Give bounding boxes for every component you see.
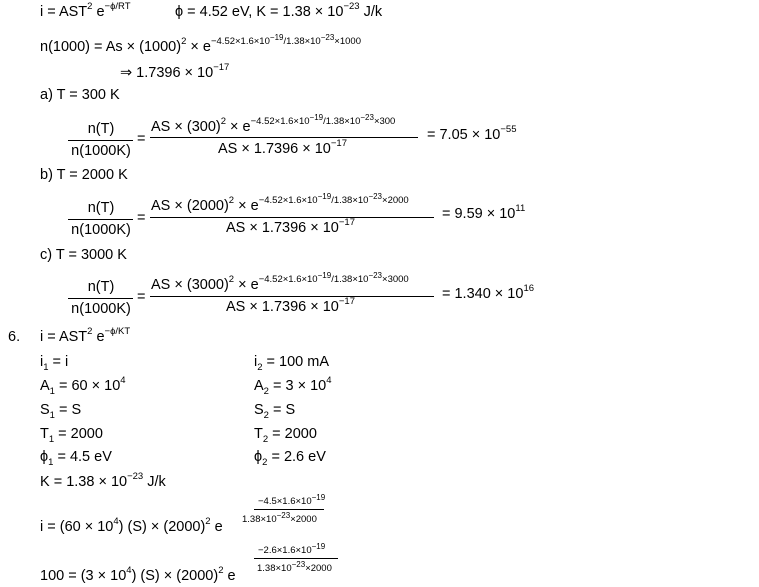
formula-text: e — [92, 329, 105, 345]
exp-part: −23 — [320, 33, 335, 42]
num-part: AS × (3000) — [151, 277, 229, 293]
exp-part: −23 — [291, 560, 306, 569]
exponent-group — [258, 271, 409, 285]
var-T2 — [254, 426, 317, 445]
subscript: 1 — [48, 457, 54, 468]
var-text: ϕ — [254, 449, 263, 465]
eq-text: i = (60 × 10 — [40, 519, 114, 535]
exponent: −17 — [213, 62, 230, 73]
var-text: J/k — [143, 474, 166, 490]
exponent: 4 — [126, 565, 132, 576]
fraction-bar — [68, 219, 133, 220]
expr-denominator — [226, 217, 355, 236]
exponent: 2 — [220, 116, 227, 127]
var-text: A — [40, 378, 50, 394]
formula-text: i = AST — [40, 4, 88, 20]
var-text: = 2.6 eV — [267, 449, 326, 465]
fraction-bar — [68, 140, 133, 141]
exponent: 2 — [87, 326, 93, 337]
ratio-numerator: n(T) — [87, 279, 115, 295]
exponent: −17 — [330, 138, 347, 149]
num-part: × e — [226, 119, 251, 135]
subscript: 2 — [257, 362, 263, 373]
exp-part: /1.38×10 — [331, 274, 369, 285]
exponent: −55 — [500, 124, 517, 135]
var-text: T — [40, 426, 49, 442]
result-text: ⇒ 1.7396 × 10 — [120, 65, 214, 81]
fraction-bar — [254, 558, 338, 559]
num-part: × e — [234, 277, 259, 293]
var-i1 — [40, 354, 69, 373]
num-part: AS × (2000) — [151, 198, 229, 214]
formula-text: i = AST — [40, 329, 88, 345]
part-a-label: a) T = 300 K — [40, 87, 120, 103]
exponent: −23 — [127, 471, 144, 482]
exp-part: −19 — [269, 33, 284, 42]
var-text: T — [254, 426, 263, 442]
var-A2 — [254, 375, 332, 397]
exponent: 2 — [228, 195, 235, 206]
question-formula — [40, 326, 131, 345]
equation-1 — [40, 516, 223, 535]
equation-2 — [40, 565, 236, 584]
exp-part: −2.6×1.6×10 — [258, 545, 312, 556]
fraction-bar — [254, 509, 324, 510]
formula-text: e — [92, 4, 105, 20]
var-text: = i — [48, 354, 69, 370]
exponent-denominator — [257, 560, 332, 574]
subscript: 2 — [263, 386, 269, 397]
exp-part: ×3000 — [382, 274, 409, 285]
result-text: = 7.05 × 10 — [427, 127, 501, 143]
subscript: 1 — [49, 410, 55, 421]
var-text: = S — [54, 402, 82, 418]
exponent: −23 — [343, 1, 360, 12]
eq-text: e — [223, 568, 236, 584]
part-c-result — [442, 283, 535, 302]
num-part: AS × (300) — [151, 119, 221, 135]
exponent: 4 — [113, 516, 119, 527]
var-text: K = 1.38 × 10 — [40, 474, 128, 490]
var-text: i — [40, 354, 44, 370]
expr-numerator — [151, 113, 396, 135]
result-text: = 1.340 × 10 — [442, 286, 524, 302]
unit-text: J/k — [359, 4, 383, 20]
exponent: 4 — [120, 375, 126, 386]
subscript: 1 — [49, 386, 55, 397]
fraction-bar — [150, 296, 434, 297]
exp-part: −4.5×1.6×10 — [258, 496, 312, 507]
exp-part: −4.52×1.6×10 — [210, 36, 270, 47]
ratio-denominator: n(1000K) — [71, 143, 131, 159]
subscript: 2 — [262, 457, 268, 468]
exp-part: 1.38×10 — [242, 514, 277, 525]
fraction-bar — [68, 298, 133, 299]
exp-part: /1.38×10 — [323, 116, 361, 127]
subscript: 2 — [262, 434, 269, 445]
ratio-denominator: n(1000K) — [71, 301, 131, 317]
formula-text: × e — [186, 39, 211, 55]
exponent: −ϕ/RT — [104, 1, 131, 12]
var-text: = 100 mA — [262, 354, 330, 370]
exponent: −17 — [338, 296, 355, 307]
expr-numerator — [151, 271, 409, 293]
expr-numerator — [151, 192, 409, 214]
equals-sign: = — [137, 131, 146, 147]
den-part: AS × 1.7396 × 10 — [218, 141, 331, 157]
exp-part: −19 — [309, 113, 324, 122]
given-values — [175, 1, 383, 20]
var-text: = 4.5 eV — [53, 449, 112, 465]
var-text: A — [254, 378, 264, 394]
var-text: = 2000 — [54, 426, 103, 442]
equals-sign: = — [137, 289, 146, 305]
var-T1 — [40, 426, 103, 445]
var-S2 — [254, 402, 296, 421]
exp-part: −4.52×1.6×10 — [258, 195, 318, 206]
result-text: = 9.59 × 10 — [442, 206, 516, 222]
exp-part: −23 — [368, 271, 383, 280]
exponent-group — [250, 113, 396, 127]
exp-part: −19 — [311, 542, 326, 551]
exponent-denominator — [242, 511, 317, 525]
var-phi2 — [254, 449, 326, 468]
var-text: S — [254, 402, 264, 418]
exp-part: ×2000 — [305, 563, 332, 574]
ratio-numerator: n(T) — [87, 121, 115, 137]
exponent: 2 — [181, 36, 187, 47]
exp-part: −19 — [317, 271, 332, 280]
part-b-label: b) T = 2000 K — [40, 167, 128, 183]
eq-text: e — [210, 519, 223, 535]
var-S1 — [40, 402, 82, 421]
var-phi1 — [40, 449, 112, 468]
exp-part: −19 — [317, 192, 332, 201]
exponent: 11 — [515, 203, 526, 214]
exponent: 16 — [523, 283, 535, 294]
exp-part: 1.38×10 — [257, 563, 292, 574]
exponent-numerator — [258, 542, 326, 556]
exponent: 2 — [87, 1, 93, 12]
exp-part: −23 — [368, 192, 383, 201]
exponent: 4 — [326, 375, 332, 386]
exp-part: ×1000 — [334, 36, 361, 47]
expr-denominator — [226, 296, 355, 315]
var-text: ϕ — [40, 449, 49, 465]
exp-part: −23 — [360, 113, 374, 122]
question-number: 6. — [8, 329, 21, 345]
var-text: S — [40, 402, 50, 418]
result-line — [120, 62, 230, 81]
var-text: = 60 × 10 — [54, 378, 121, 394]
exponent: −ϕ/KT — [104, 326, 131, 337]
part-a-result — [427, 124, 517, 143]
var-K — [40, 471, 166, 490]
den-part: AS × 1.7396 × 10 — [226, 220, 339, 236]
var-A1 — [40, 375, 126, 397]
eq-text: ) (S) × (2000) — [118, 519, 206, 535]
exponent: 2 — [218, 565, 224, 576]
var-i2 — [254, 354, 330, 373]
fraction-bar — [150, 137, 418, 138]
exponent-group — [258, 192, 409, 206]
var-text: = 3 × 10 — [268, 378, 327, 394]
exp-part: −23 — [276, 511, 291, 520]
fraction-bar — [150, 217, 434, 218]
exp-part: /1.38×10 — [331, 195, 369, 206]
exp-part: ×300 — [373, 116, 396, 127]
exponent-group — [210, 33, 361, 47]
exp-part: ×2000 — [382, 195, 409, 206]
formula-line-2 — [40, 33, 361, 55]
formula-text: n(1000) = As × (1000) — [40, 39, 182, 55]
subscript: 1 — [43, 362, 49, 373]
var-text: = 2000 — [268, 426, 317, 442]
eq-text: ) (S) × (2000) — [131, 568, 219, 584]
eq-text: 100 = (3 × 10 — [40, 568, 127, 584]
exponent: 2 — [205, 516, 211, 527]
exp-part: −4.52×1.6×10 — [250, 116, 310, 127]
exp-part: −4.52×1.6×10 — [258, 274, 318, 285]
part-c-label: c) T = 3000 K — [40, 247, 127, 263]
exp-part: ×2000 — [290, 514, 317, 525]
formula-line-1 — [40, 1, 131, 20]
expr-denominator — [218, 138, 347, 157]
exp-part: −19 — [311, 493, 326, 502]
den-part: AS × 1.7396 × 10 — [226, 299, 339, 315]
equals-sign: = — [137, 210, 146, 226]
exp-part: /1.38×10 — [283, 36, 321, 47]
ratio-numerator: n(T) — [87, 200, 115, 216]
subscript: 1 — [48, 434, 55, 445]
exponent: −17 — [338, 217, 355, 228]
exponent: 2 — [228, 274, 235, 285]
var-text: = S — [268, 402, 296, 418]
part-b-result — [442, 203, 526, 222]
ratio-denominator: n(1000K) — [71, 222, 131, 238]
subscript: 2 — [263, 410, 269, 421]
num-part: × e — [234, 198, 259, 214]
exponent-numerator — [258, 493, 326, 507]
var-text: i — [254, 354, 258, 370]
given-text: ϕ = 4.52 eV, K = 1.38 × 10 — [175, 4, 344, 20]
